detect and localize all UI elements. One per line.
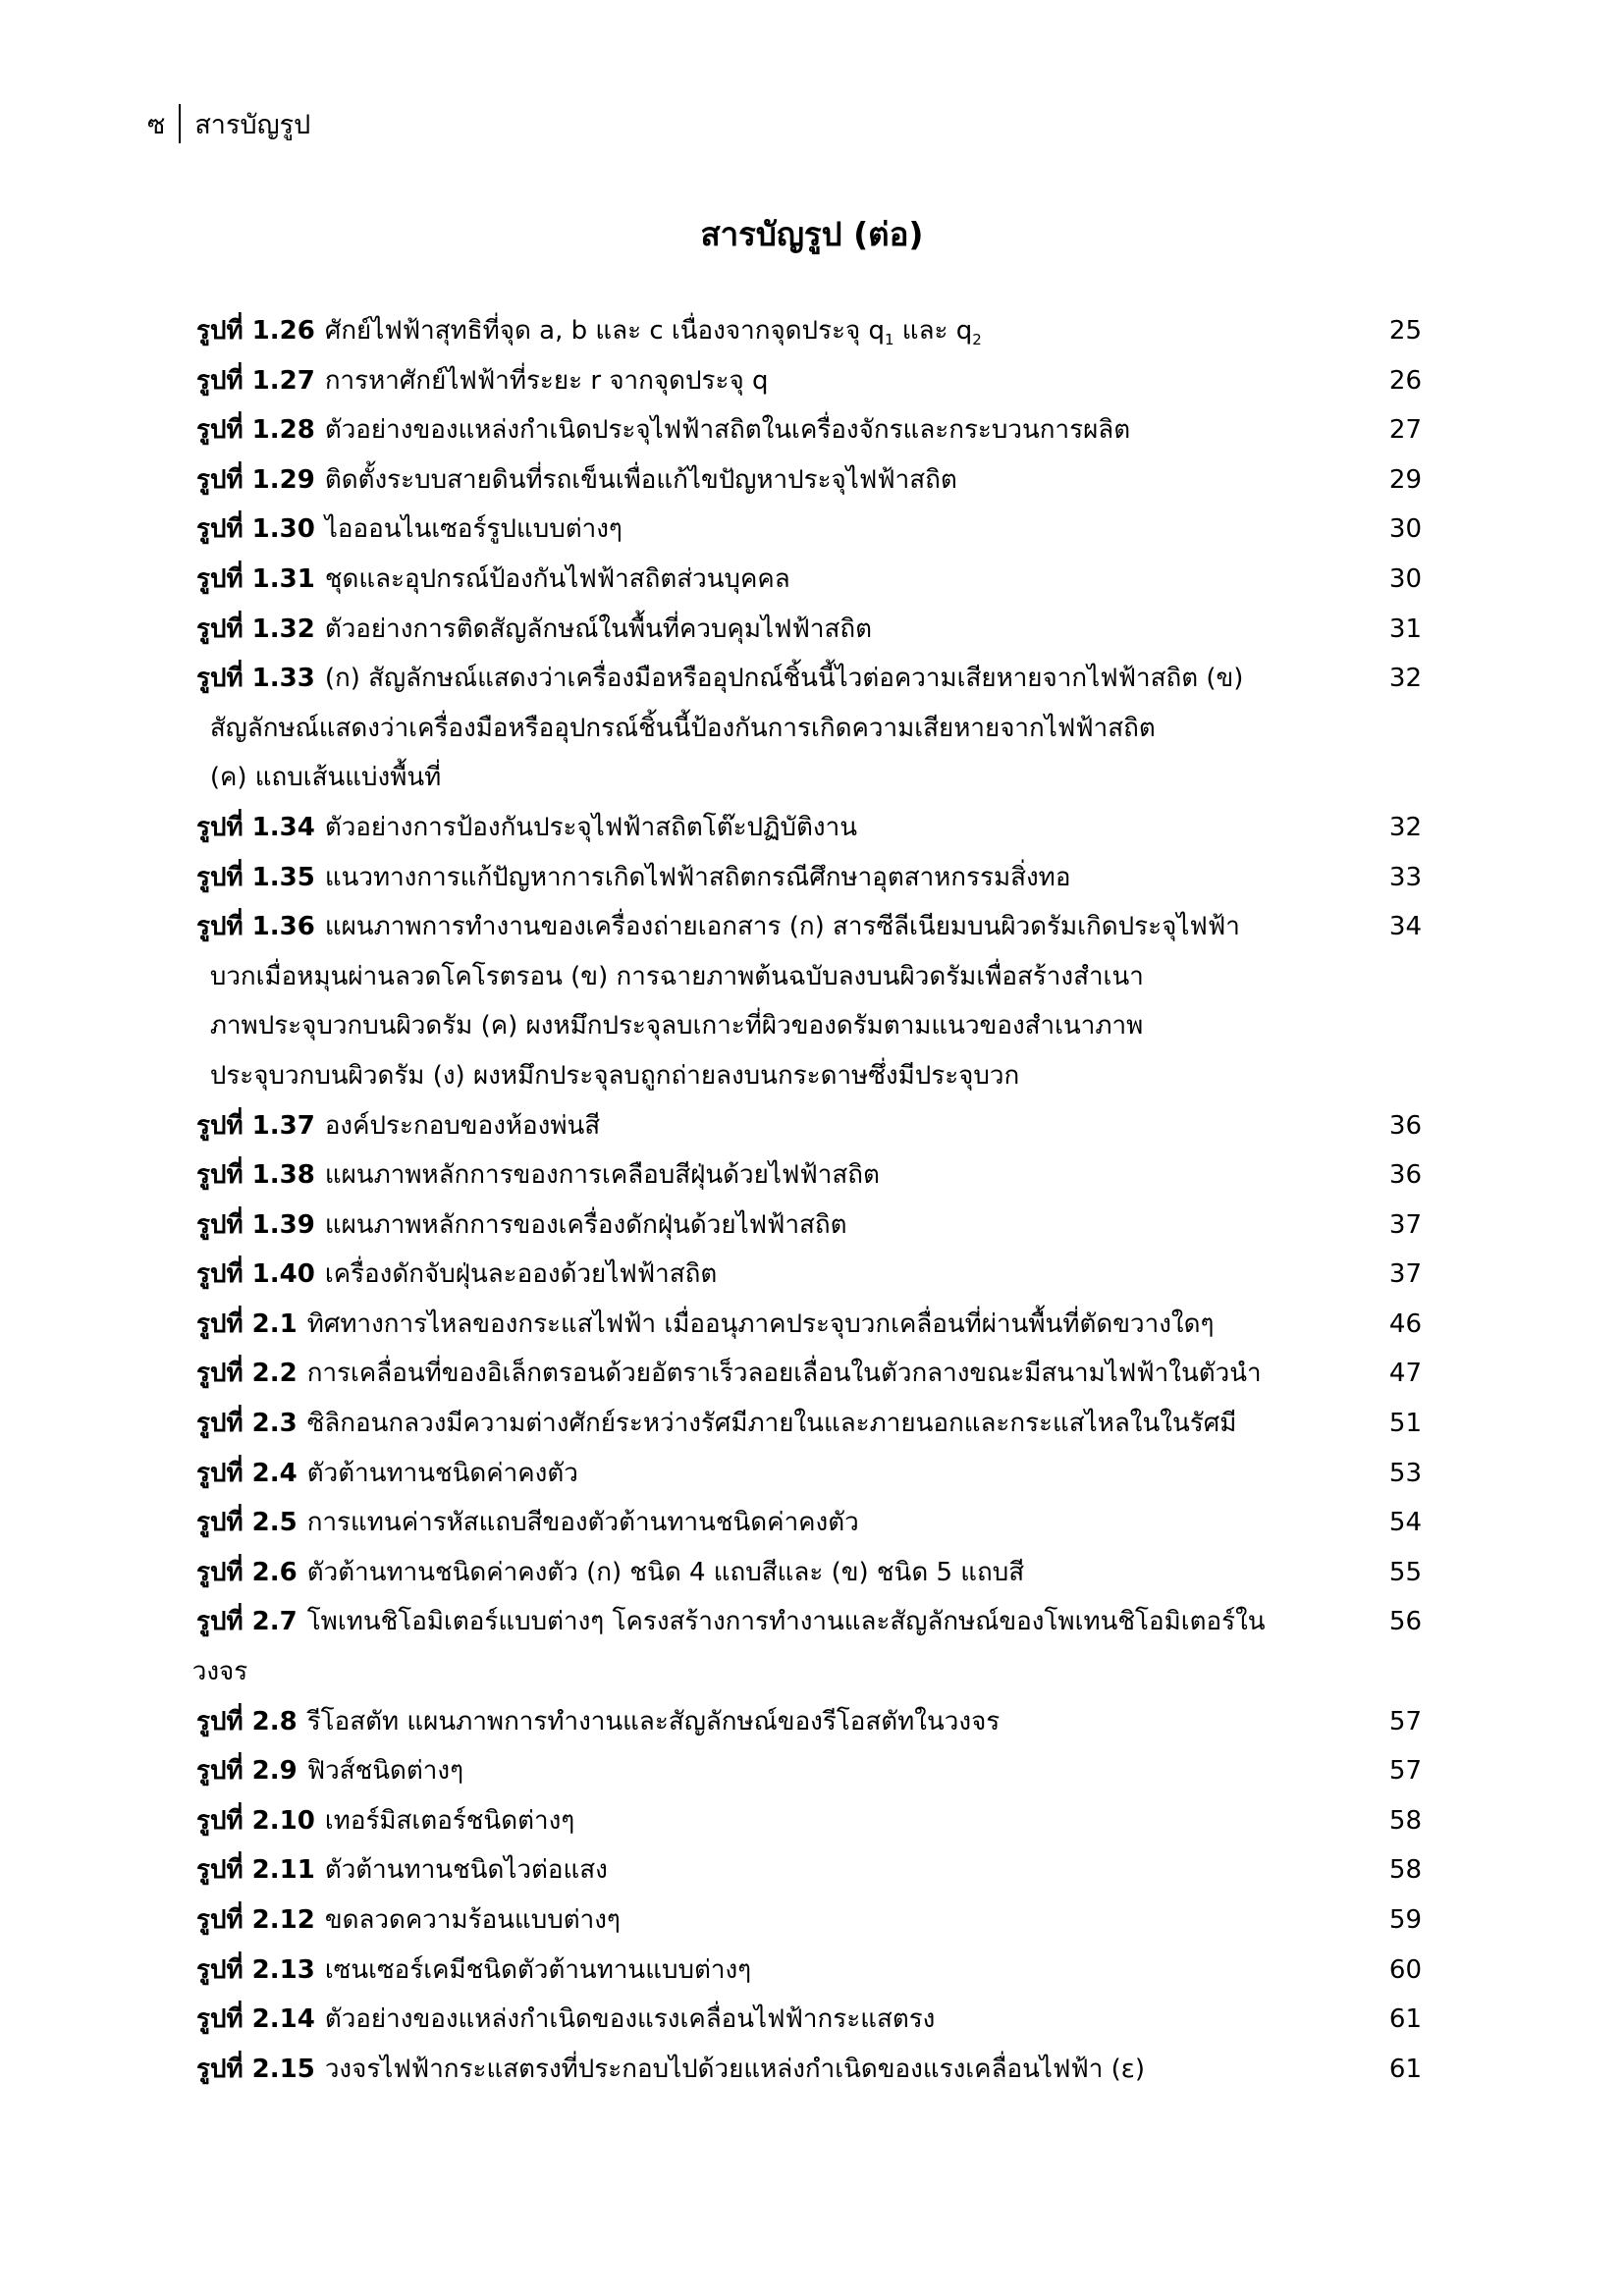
figure-label: รูปที่ 1.29 bbox=[196, 464, 315, 495]
figure-label: รูปที่ 2.2 bbox=[196, 1359, 298, 1389]
figure-caption bbox=[325, 1201, 1353, 1251]
page-number: 53 bbox=[1388, 1458, 1422, 1488]
figure-caption bbox=[325, 1101, 1353, 1151]
figure-caption bbox=[307, 1548, 1353, 1598]
caption-line: การหาศักย์ไฟฟ้าที่ระยะ r จากจุดประจุ q bbox=[324, 365, 769, 396]
running-header bbox=[147, 102, 310, 145]
caption-line: องค์ประกอบของห้องพ่นสี bbox=[324, 1110, 601, 1141]
page-number: 55 bbox=[1388, 1557, 1422, 1587]
figure-label: รูปที่ 2.12 bbox=[196, 1905, 315, 1935]
caption-line: วงจร bbox=[191, 1657, 248, 1687]
toc-entry bbox=[191, 1597, 1422, 1696]
page-number: 26 bbox=[1388, 365, 1422, 396]
toc-entry bbox=[196, 1250, 1422, 1300]
page-number: 36 bbox=[1388, 1110, 1422, 1141]
page-number: 27 bbox=[1388, 415, 1422, 446]
page-number: 59 bbox=[1388, 1905, 1422, 1935]
toc-entry bbox=[196, 505, 1422, 555]
figure-caption bbox=[325, 2045, 1353, 2095]
page-number: 57 bbox=[1388, 1706, 1422, 1736]
caption-line: การเคลื่อนที่ของอิเล็กตรอนด้วยอัตราเร็วลอยเลื่อนในตัวกลางขณะมีสนามไฟฟ้าในตัวนำ bbox=[306, 1359, 1262, 1389]
figure-caption bbox=[325, 1946, 1353, 1996]
caption-line: ชุดและอุปกรณ์ป้องกันไฟฟ้าสถิตส่วนบุคคล bbox=[324, 563, 790, 594]
caption-line: ประจุบวกบนผิวดรัม (ง) ผงหมึกประจุลบถูกถ่ายลงบนกระดาษซึ่งมีประจุบวก bbox=[209, 1060, 1020, 1091]
page-number: 46 bbox=[1388, 1308, 1422, 1339]
toc-entry bbox=[196, 1101, 1422, 1151]
caption-line: ตัวต้านทานชนิดไวต่อแสง bbox=[324, 1855, 608, 1886]
figure-label: รูปที่ 2.9 bbox=[196, 1756, 298, 1787]
figure-label: รูปที่ 2.5 bbox=[196, 1508, 298, 1538]
figure-caption bbox=[307, 1697, 1353, 1747]
page-number: 31 bbox=[1388, 614, 1422, 644]
figure-caption bbox=[325, 1995, 1353, 2045]
figure-label: รูปที่ 1.40 bbox=[196, 1259, 315, 1290]
figure-label: รูปที่ 2.13 bbox=[196, 1954, 315, 1985]
caption-line: ติดตั้งระบบสายดินที่รถเข็นเพื่อแก้ไขปัญหาประจุไฟฟ้าสถิต bbox=[324, 464, 957, 495]
page-number: 32 bbox=[1388, 812, 1422, 842]
figure-label: รูปที่ 2.1 bbox=[196, 1308, 298, 1339]
page-number: 37 bbox=[1388, 1209, 1422, 1240]
caption-line: ตัวต้านทานชนิดค่าคงตัว bbox=[306, 1458, 578, 1488]
page-title: สารบัญรูป (ต่อ) bbox=[700, 215, 924, 253]
figure-label: รูปที่ 2.14 bbox=[196, 2004, 315, 2035]
figure-caption bbox=[325, 555, 1353, 605]
toc-entry bbox=[196, 605, 1422, 655]
caption-line: ศักย์ไฟฟ้าสุทธิที่จุด a, b และ c เนื่องจากจุดประจุ $q_1$ และ $q_2$ bbox=[324, 316, 982, 349]
figure-label: รูปที่ 1.26 bbox=[196, 316, 315, 346]
caption-line: แผนภาพหลักการของการเคลือบสีฝุ่นด้วยไฟฟ้าสถิต bbox=[324, 1160, 880, 1191]
caption-line: (ค) แถบเส้นแบ่งพื้นที่ bbox=[209, 763, 442, 793]
figure-label: รูปที่ 1.30 bbox=[196, 514, 315, 545]
page-number: 61 bbox=[1388, 2054, 1422, 2084]
caption-line: ฟิวส์ชนิดต่างๆ bbox=[306, 1756, 464, 1787]
caption-line: ตัวอย่างการป้องกันประจุไฟฟ้าสถิตโต๊ะปฏิบัติงาน bbox=[324, 812, 857, 842]
toc-entry bbox=[196, 356, 1422, 406]
figure-label: รูปที่ 1.36 bbox=[196, 912, 315, 942]
caption-line: ภาพประจุบวกบนผิวดรัม (ค) ผงหมึกประจุลบเกาะที่ผิวของดรัมตามแนวของสำเนาภาพ bbox=[209, 1011, 1144, 1041]
caption-line: (ก) สัญลักษณ์แสดงว่าเครื่องมือหรืออุปกณ์ชิ้นนี้ไวต่อความเสียหายจากไฟฟ้าสถิต (ข) bbox=[324, 664, 1244, 694]
subscript: 1 bbox=[885, 331, 894, 349]
figure-label: รูปที่ 1.34 bbox=[196, 812, 315, 842]
page-number: 54 bbox=[1388, 1508, 1422, 1538]
caption-line: แผนภาพหลักการของเครื่องดักฝุ่นด้วยไฟฟ้าสถิต bbox=[324, 1209, 847, 1240]
figure-label: รูปที่ 1.33 bbox=[196, 664, 315, 694]
figure-label: รูปที่ 2.7 bbox=[196, 1607, 298, 1637]
page-number: 47 bbox=[1388, 1359, 1422, 1389]
page-number: 51 bbox=[1388, 1409, 1422, 1439]
toc-entry bbox=[196, 1796, 1422, 1846]
caption-line: ทิศทางการไหลของกระแสไฟฟ้า เมื่ออนุภาคประจุบวกเคลื่อนที่ผ่านพื้นที่ตัดขวางใดๆ bbox=[306, 1308, 1215, 1339]
figure-caption bbox=[307, 1300, 1353, 1350]
subscript: 2 bbox=[972, 331, 982, 349]
caption-line: ตัวอย่างการติดสัญลักษณ์ในพื้นที่ควบคุมไฟฟ้าสถิต bbox=[324, 614, 873, 644]
toc-entry bbox=[196, 902, 1422, 1100]
figure-caption bbox=[307, 1498, 1353, 1548]
toc-entry bbox=[196, 1201, 1422, 1251]
toc-entry bbox=[196, 1548, 1422, 1598]
figure-label: รูปที่ 1.35 bbox=[196, 862, 315, 892]
figure-caption bbox=[307, 1449, 1353, 1499]
page-number: 37 bbox=[1388, 1259, 1422, 1290]
figure-label: รูปที่ 1.37 bbox=[196, 1110, 315, 1141]
figure-caption bbox=[307, 1746, 1353, 1796]
caption-line: เซนเซอร์เคมีชนิดตัวต้านทานแบบต่างๆ bbox=[324, 1954, 752, 1985]
figure-caption bbox=[325, 505, 1353, 555]
caption-line: โพเทนชิโอมิเตอร์แบบต่างๆ โครงสร้างการทำงานและสัญลักษณ์ของโพเทนชิโอมิเตอร์ใน bbox=[306, 1607, 1266, 1637]
figure-caption bbox=[325, 605, 1353, 655]
caption-line: สัญลักษณ์แสดงว่าเครื่องมือหรืออุปกรณ์ชิ้นนี้ป้องกันการเกิดความเสียหายจากไฟฟ้าสถิต bbox=[209, 713, 1156, 743]
toc-entry bbox=[196, 654, 1422, 803]
page-number: 36 bbox=[1388, 1160, 1422, 1191]
figure-label: รูปที่ 2.4 bbox=[196, 1458, 298, 1488]
toc-entry bbox=[196, 2045, 1422, 2095]
toc-entry bbox=[196, 1896, 1422, 1946]
figure-label: รูปที่ 1.39 bbox=[196, 1209, 315, 1240]
figure-label: รูปที่ 2.3 bbox=[196, 1409, 298, 1439]
caption-line: รีโอสตัท แผนภาพการทำงานและสัญลักษณ์ของรีโอสตัทในวงจร bbox=[306, 1706, 1001, 1736]
toc-entry bbox=[196, 1995, 1422, 2045]
figure-label: รูปที่ 1.38 bbox=[196, 1160, 315, 1191]
figure-caption bbox=[325, 1896, 1353, 1946]
page-number: 56 bbox=[1388, 1607, 1422, 1637]
figure-caption bbox=[325, 1796, 1353, 1846]
toc-entry bbox=[196, 1300, 1422, 1350]
figure-label: รูปที่ 2.10 bbox=[196, 1805, 315, 1836]
figure-label: รูปที่ 2.6 bbox=[196, 1557, 298, 1587]
figure-caption bbox=[325, 306, 1353, 356]
figure-caption bbox=[307, 1399, 1353, 1449]
figure-caption bbox=[325, 1250, 1353, 1300]
header-separator bbox=[179, 104, 181, 143]
caption-line: วงจรไฟฟ้ากระแสตรงที่ประกอบไปด้วยแหล่งกำเนิดของแรงเคลื่อนไฟฟ้า (ε) bbox=[324, 2054, 1145, 2084]
figure-caption bbox=[325, 356, 1353, 406]
toc-entry bbox=[196, 455, 1422, 506]
page-number: 58 bbox=[1388, 1855, 1422, 1886]
figure-caption bbox=[325, 1150, 1353, 1201]
page-number: 61 bbox=[1388, 2004, 1422, 2035]
caption-line: ไอออนไนเซอร์รูปแบบต่างๆ bbox=[324, 514, 623, 545]
toc-entry bbox=[196, 555, 1422, 605]
caption-line: ตัวอย่างของแหล่งกำเนิดประจุไฟฟ้าสถิตในเครื่องจักรและกระบวนการผลิต bbox=[324, 415, 1131, 446]
page-number: 25 bbox=[1388, 316, 1422, 346]
caption-line: แนวทางการแก้ปัญหาการเกิดไฟฟ้าสถิตกรณีศึกษาอุตสาหกรรมสิ่งทอ bbox=[324, 862, 1071, 892]
page-mark: ซ bbox=[147, 109, 166, 140]
page-number: 60 bbox=[1388, 1954, 1422, 1985]
toc-entry bbox=[196, 1746, 1422, 1796]
figure-label: รูปที่ 2.8 bbox=[196, 1706, 298, 1736]
toc-entry bbox=[196, 1349, 1422, 1399]
toc-entry bbox=[196, 1150, 1422, 1201]
toc-entry bbox=[196, 1449, 1422, 1499]
figure-label: รูปที่ 2.15 bbox=[196, 2054, 315, 2084]
figure-caption bbox=[325, 803, 1353, 853]
toc-entry bbox=[196, 405, 1422, 455]
figure-label: รูปที่ 1.27 bbox=[196, 365, 315, 396]
page-number: 30 bbox=[1388, 563, 1422, 594]
page-number: 30 bbox=[1388, 514, 1422, 545]
caption-line: เทอร์มิสเตอร์ชนิดต่างๆ bbox=[324, 1805, 575, 1836]
caption-line: ตัวอย่างของแหล่งกำเนิดของแรงเคลื่อนไฟฟ้ากระแสตรง bbox=[324, 2004, 936, 2035]
page-number: 32 bbox=[1388, 664, 1422, 694]
figure-label: รูปที่ 1.28 bbox=[196, 415, 315, 446]
caption-line: เครื่องดักจับฝุ่นละอองด้วยไฟฟ้าสถิต bbox=[324, 1259, 718, 1290]
toc-entry bbox=[196, 1399, 1422, 1449]
page-number: 33 bbox=[1388, 862, 1422, 892]
toc-entry bbox=[196, 803, 1422, 853]
caption-line: ซิลิกอนกลวงมีความต่างศักย์ระหว่างรัศมีภายในและภายนอกและกระแสไหลในในรัศมี bbox=[306, 1409, 1237, 1439]
page-number: 29 bbox=[1388, 464, 1422, 495]
caption-line: บวกเมื่อหมุนผ่านลวดโคโรตรอน (ข) การฉายภาพต้นฉบับลงบนผิวดรัมเพื่อสร้างสำเนา bbox=[209, 961, 1144, 991]
page-number: 58 bbox=[1388, 1805, 1422, 1836]
caption-line: การแทนค่ารหัสแถบสีของตัวต้านทานชนิดค่าคงตัว bbox=[306, 1508, 859, 1538]
toc-entry bbox=[196, 1845, 1422, 1896]
figure-caption bbox=[325, 455, 1353, 506]
figure-caption bbox=[325, 1845, 1353, 1896]
running-title: สารบัญรูป bbox=[194, 109, 311, 140]
figure-label: รูปที่ 1.31 bbox=[196, 563, 315, 594]
figure-caption bbox=[325, 853, 1353, 903]
toc-entry bbox=[196, 1946, 1422, 1996]
caption-line: ขดลวดความร้อนแบบต่างๆ bbox=[324, 1905, 621, 1935]
figure-label: รูปที่ 2.11 bbox=[196, 1855, 315, 1886]
toc-entry bbox=[196, 306, 1422, 356]
figure-label: รูปที่ 1.32 bbox=[196, 614, 315, 644]
toc-entry bbox=[196, 1697, 1422, 1747]
toc-entry bbox=[196, 1498, 1422, 1548]
caption-line: ตัวต้านทานชนิดค่าคงตัว (ก) ชนิด 4 แถบสีและ (ข) ชนิด 5 แถบสี bbox=[306, 1557, 1025, 1587]
caption-line: แผนภาพการทำงานของเครื่องถ่ายเอกสาร (ก) สารซีลีเนียมบนผิวดรัมเกิดประจุไฟฟ้า bbox=[324, 912, 1240, 942]
toc-entry bbox=[196, 853, 1422, 903]
figure-list bbox=[191, 306, 1422, 2094]
figure-caption bbox=[325, 405, 1353, 455]
page-number: 57 bbox=[1388, 1756, 1422, 1787]
figure-caption bbox=[307, 1349, 1353, 1399]
page-number: 34 bbox=[1388, 912, 1422, 942]
